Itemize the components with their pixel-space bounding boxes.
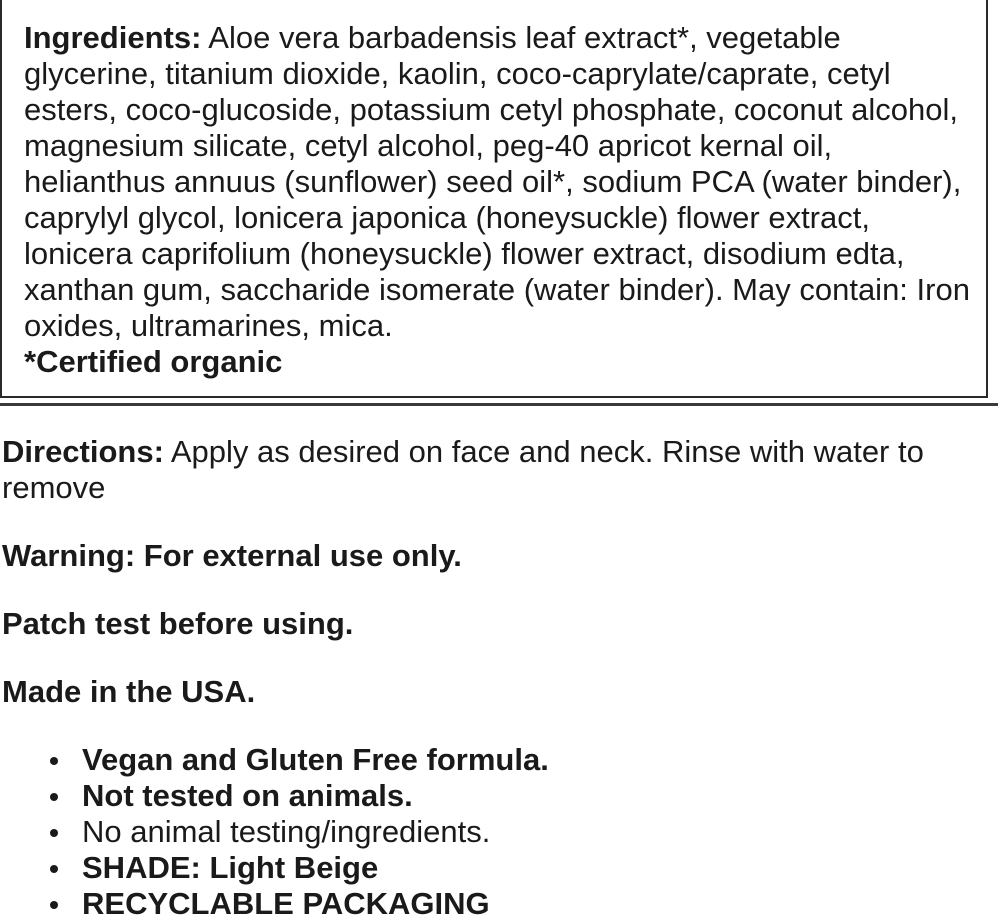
ingredients-label: Ingredients: xyxy=(24,20,202,55)
directions-text: Apply as desired on face and neck. Rinse with water to remove xyxy=(2,434,924,505)
ingredients-panel xyxy=(0,0,988,398)
features-list xyxy=(0,742,549,922)
ingredients-list: Aloe vera barbadensis leaf extract*, vegetable glycerine, titanium dioxide, kaolin, coco-caprylate/caprate, cetyl esters, coco-glucoside, potassium cetyl phosphate, coconut alcohol, magnesium silicate, cetyl alcohol, peg-40 apricot kernal oil, helianthus annuus (sunflower) seed oil*, sodium PCA (water binder), caprylyl glycol, lonicera japonica (honeysuckle) flower extract, lonicera caprifolium (honeysuckle) flower extract, disodium edta, xanthan gum, saccharide isomerate (water binder). May contain: Iron oxides, ultramarines, mica. xyxy=(24,20,970,343)
patch-test-text: Patch test before using. xyxy=(2,606,354,641)
section-divider xyxy=(0,403,998,406)
directions-paragraph xyxy=(2,434,992,506)
directions-label: Directions: xyxy=(2,434,164,469)
feature-item-vegan: Vegan and Gluten Free formula. xyxy=(82,742,549,777)
ingredients-paragraph xyxy=(24,20,986,344)
certified-organic-note: *Certified organic xyxy=(24,344,283,379)
feature-item-shade: SHADE: Light Beige xyxy=(82,850,549,886)
made-in-text: Made in the USA. xyxy=(2,674,256,709)
feature-item-no-animal-testing: No animal testing/ingredients. xyxy=(82,814,549,850)
warning-text: Warning: For external use only. xyxy=(2,538,462,573)
feature-item-not-tested: Not tested on animals. xyxy=(82,778,549,814)
feature-item-recyclable: RECYCLABLE PACKAGING xyxy=(82,886,549,922)
